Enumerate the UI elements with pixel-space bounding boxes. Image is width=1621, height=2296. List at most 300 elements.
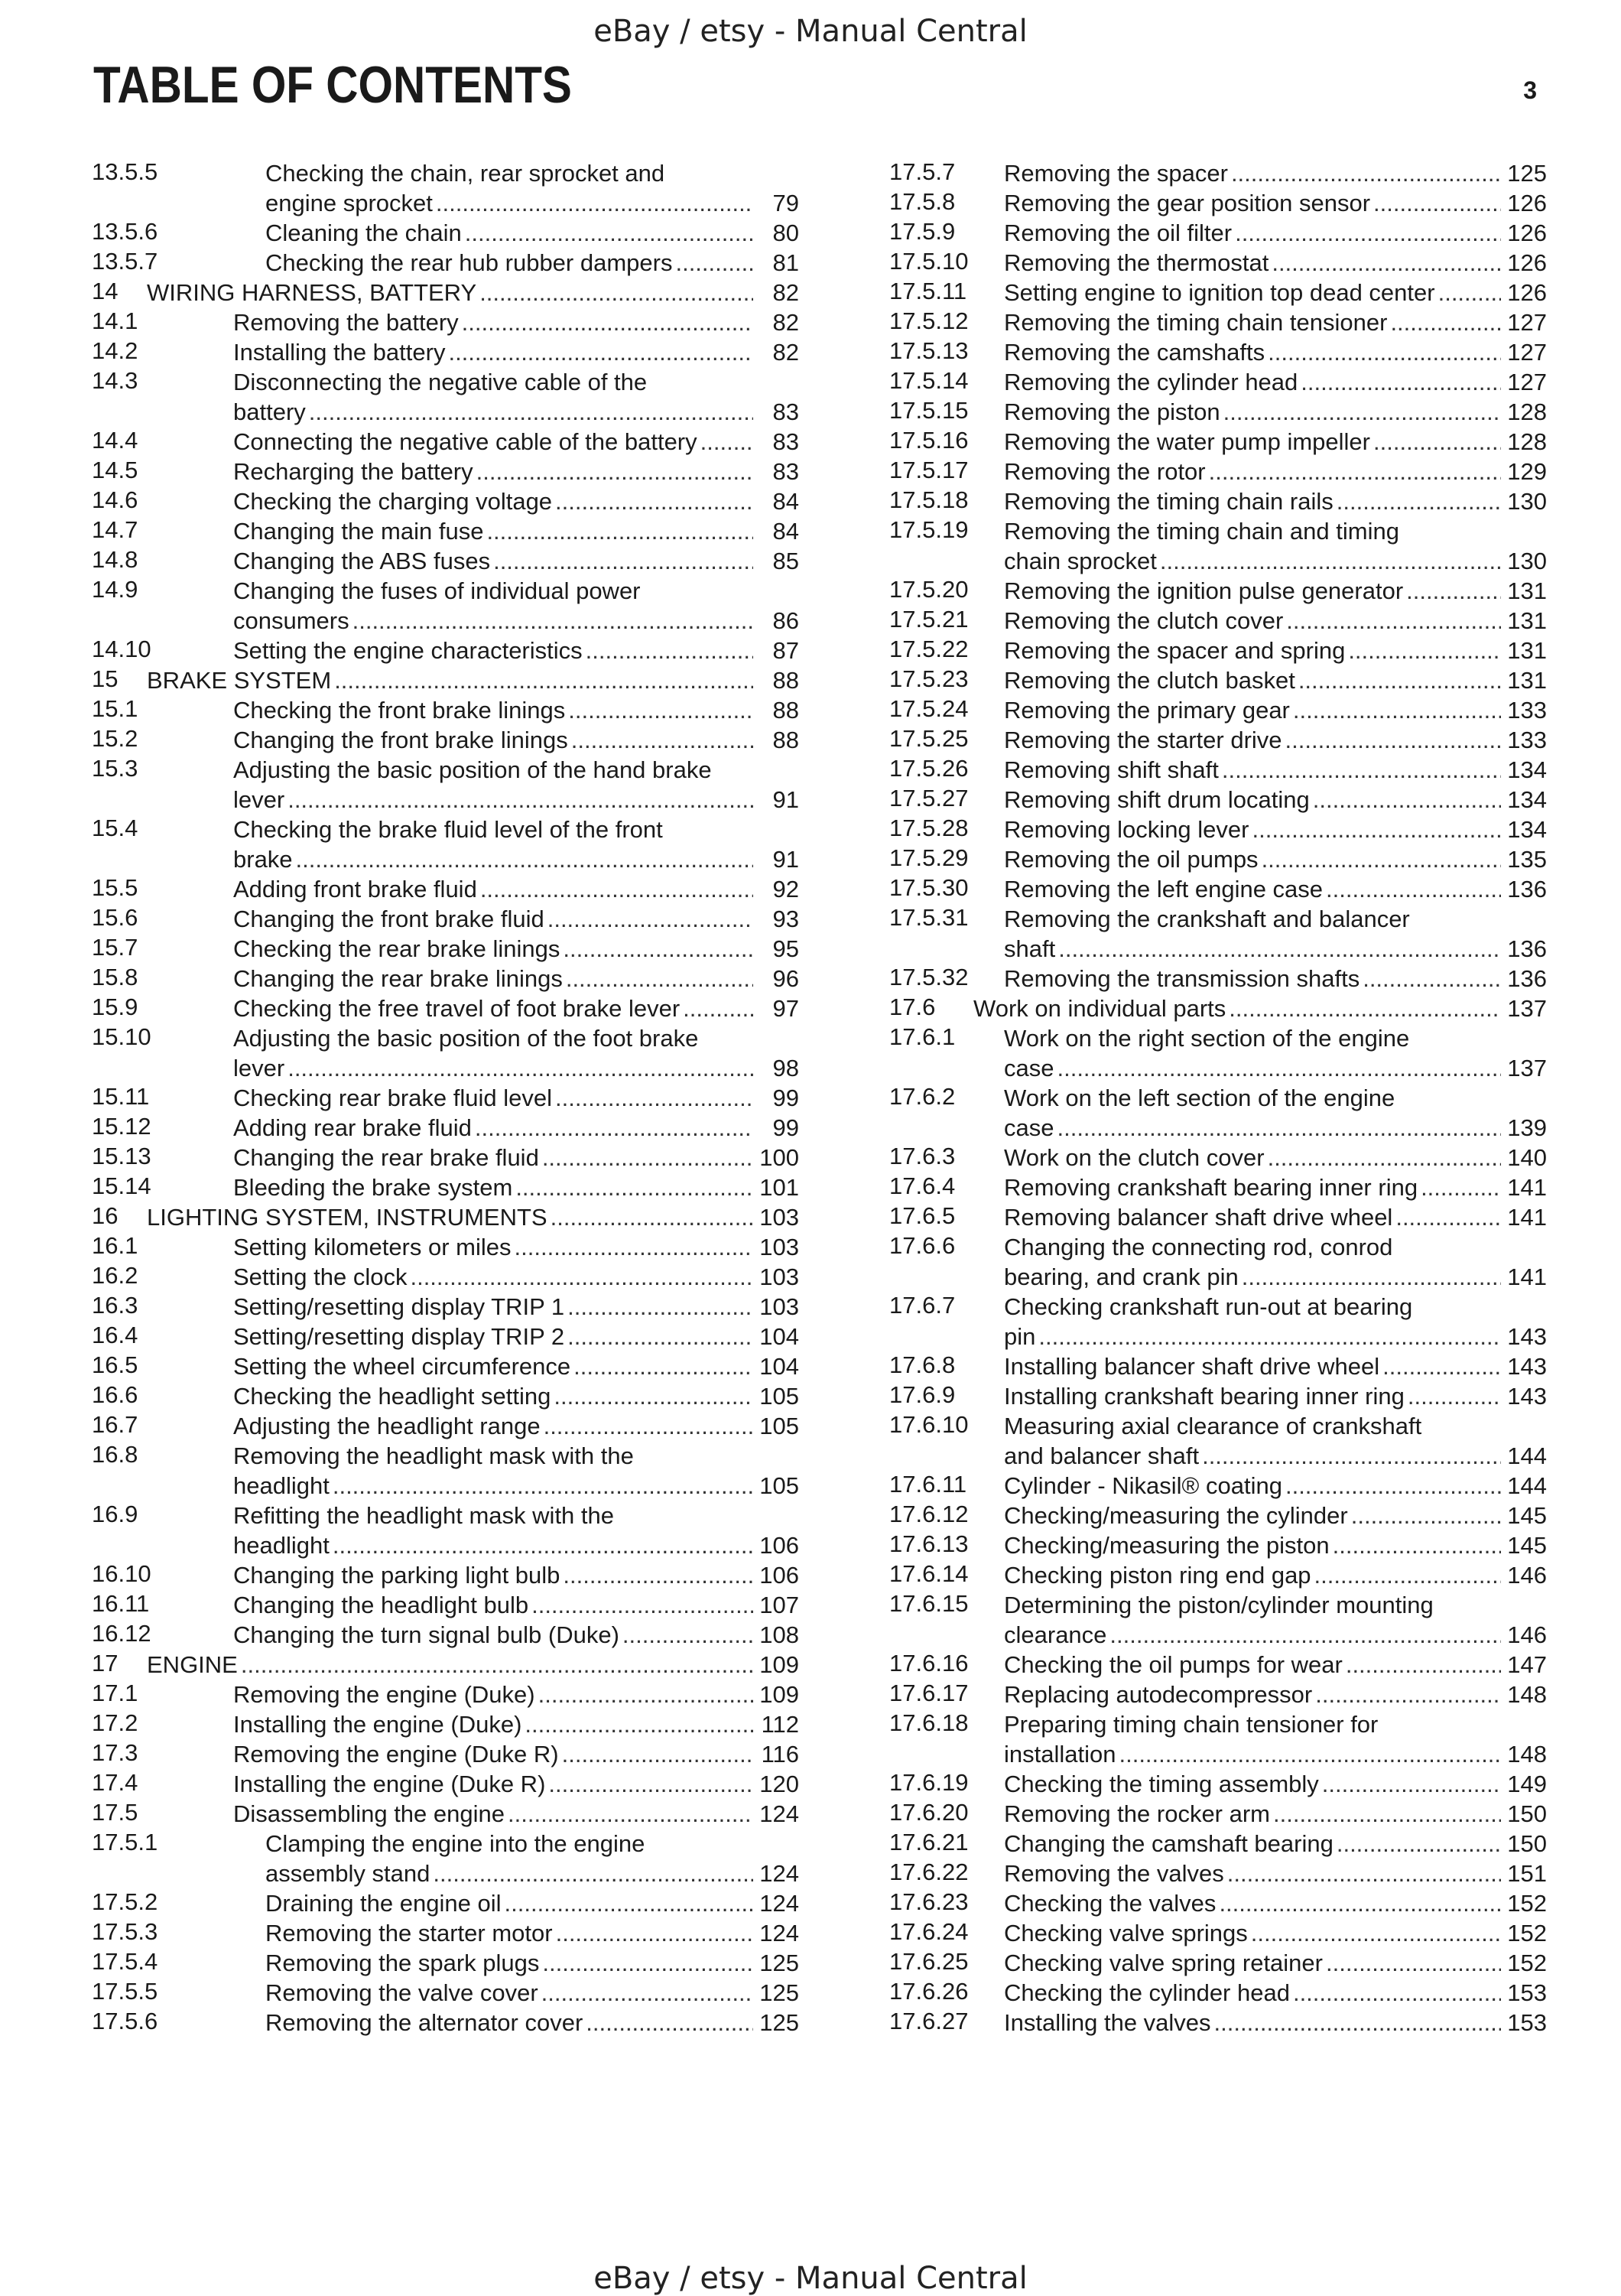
toc-entry[interactable] (92, 1620, 799, 1650)
toc-entry[interactable] (889, 1501, 1547, 1530)
toc-entry-page: 83 (772, 428, 799, 455)
dot-leader (1373, 427, 1501, 457)
toc-entry-title: installation (1004, 1741, 1116, 1768)
toc-entry[interactable] (889, 1471, 1547, 1501)
toc-entry[interactable] (92, 1411, 799, 1441)
dot-leader (1333, 1530, 1501, 1560)
toc-entry-number: 17.5.28 (889, 815, 969, 841)
toc-entry-number: 17.5.27 (889, 785, 969, 811)
toc-entry-number: 15.2 (92, 725, 138, 752)
toc-entry-number: 17.6 (889, 994, 936, 1020)
toc-entry-title: Removing the spacer and spring (1004, 637, 1346, 664)
toc-entry[interactable] (889, 1680, 1547, 1709)
toc-entry[interactable] (92, 367, 799, 427)
toc-entry-title: Removing locking lever (1004, 816, 1249, 843)
toc-entry-title: BRAKE SYSTEM (147, 667, 332, 694)
dot-leader (333, 1530, 753, 1560)
toc-entry-page: 109 (759, 1651, 799, 1678)
toc-entry-title: Checking crankshaft run-out at bearing (1004, 1293, 1413, 1320)
toc-entry[interactable] (889, 785, 1547, 815)
toc-entry[interactable] (889, 1978, 1547, 2008)
toc-entry-number: 15.6 (92, 904, 138, 931)
toc-entry[interactable] (889, 427, 1547, 457)
toc-entry[interactable] (92, 964, 799, 994)
toc-entry-title: Removing the water pump impeller (1004, 428, 1370, 455)
toc-entry-title: consumers (233, 607, 349, 634)
toc-entry-page: 107 (759, 1592, 799, 1618)
toc-entry[interactable] (889, 1560, 1547, 1590)
dot-leader (1222, 755, 1501, 785)
toc-entry-number: 17.6.3 (889, 1143, 956, 1169)
toc-entry-number: 17.6.16 (889, 1650, 969, 1676)
toc-entry-page: 130 (1507, 488, 1547, 515)
toc-entry-title: Installing the engine (Duke) (233, 1711, 522, 1738)
toc-entry[interactable] (92, 755, 799, 815)
toc-entry-number: 17.5.14 (889, 367, 969, 394)
toc-entry-title: Draining the engine oil (265, 1890, 502, 1917)
toc-entry-page: 85 (772, 548, 799, 574)
toc-entry-page: 127 (1507, 309, 1547, 336)
dot-leader (547, 904, 753, 934)
toc-entry[interactable] (92, 815, 799, 874)
toc-entry-page: 131 (1507, 577, 1547, 604)
toc-entry-title: Removing the clutch basket (1004, 667, 1295, 694)
toc-entry-page: 136 (1507, 935, 1547, 962)
toc-entry-title: Measuring axial clearance of crankshaft (1004, 1413, 1422, 1439)
toc-entry-number: 17.5.23 (889, 665, 969, 692)
toc-entry-title: Adjusting the headlight range (233, 1413, 541, 1439)
toc-entry-page: 146 (1507, 1621, 1547, 1648)
toc-entry-page: 101 (759, 1174, 799, 1201)
toc-entry-title: Determining the piston/cylinder mounting (1004, 1592, 1434, 1618)
toc-entry-page: 131 (1507, 667, 1547, 694)
toc-entry[interactable] (92, 1202, 799, 1232)
toc-entry-number: 14.9 (92, 576, 138, 603)
toc-entry[interactable] (92, 248, 799, 278)
toc-entry-page: 130 (1507, 548, 1547, 574)
toc-entry[interactable] (92, 1023, 799, 1083)
toc-entry-title: Cylinder - Nikasil® coating (1004, 1472, 1282, 1499)
dot-leader (538, 1680, 753, 1709)
toc-entry[interactable] (92, 636, 799, 665)
toc-entry-title: Removing the primary gear (1004, 697, 1290, 724)
toc-entry-title: Removing shift drum locating (1004, 786, 1310, 813)
toc-entry-title: Removing the valve cover (265, 1979, 538, 2006)
toc-right-column (889, 158, 1547, 2037)
toc-entry[interactable] (92, 1351, 799, 1381)
toc-entry-page: 140 (1507, 1144, 1547, 1171)
toc-entry[interactable] (92, 1232, 799, 1262)
toc-entry-title: Removing the crankshaft and balancer (1004, 906, 1410, 932)
toc-entry[interactable] (92, 1590, 799, 1620)
toc-entry[interactable] (92, 546, 799, 576)
toc-entry-title: Removing the left engine case (1004, 876, 1324, 902)
dot-leader (1272, 248, 1501, 278)
toc-entry-number: 17.6.1 (889, 1023, 956, 1050)
toc-entry[interactable] (889, 636, 1547, 665)
toc-entry[interactable] (889, 1859, 1547, 1888)
toc-entry-title: Installing the valves (1004, 2009, 1211, 2036)
toc-entry-title: Removing the engine (Duke R) (233, 1741, 559, 1768)
toc-entry-number: 15.14 (92, 1172, 151, 1199)
toc-entry[interactable] (92, 1709, 799, 1739)
toc-entry-page: 125 (759, 1979, 799, 2006)
dot-leader (586, 636, 753, 665)
toc-entry-page: 126 (1507, 279, 1547, 306)
toc-entry[interactable] (889, 904, 1547, 964)
toc-entry[interactable] (92, 1739, 799, 1769)
toc-entry-title: headlight (233, 1532, 330, 1559)
toc-entry-title: Removing the camshafts (1004, 339, 1265, 366)
toc-entry-number: 17.5.32 (889, 964, 969, 990)
toc-entry[interactable] (889, 397, 1547, 427)
dot-leader (544, 1411, 753, 1441)
toc-entry[interactable] (889, 1590, 1547, 1650)
toc-entry-number: 17.5.21 (889, 606, 969, 633)
dot-leader (475, 1113, 753, 1143)
toc-entry-title: Removing the timing chain rails (1004, 488, 1334, 515)
toc-entry-number: 14.3 (92, 367, 138, 394)
toc-entry-title: Removing the rocker arm (1004, 1800, 1271, 1827)
toc-entry-page: 112 (761, 1711, 799, 1738)
toc-entry-title: Removing the gear position sensor (1004, 190, 1371, 216)
toc-entry-title: Installing crankshaft bearing inner ring (1004, 1383, 1405, 1410)
toc-entry[interactable] (889, 1829, 1547, 1859)
toc-entry-title: Removing the alternator cover (265, 2009, 583, 2036)
toc-entry-title: case (1004, 1055, 1054, 1081)
dot-leader (1058, 934, 1501, 964)
dot-leader (556, 1918, 753, 1948)
toc-entry-page: 83 (772, 398, 799, 425)
toc-entry-number: 17.6.6 (889, 1232, 956, 1259)
toc-entry[interactable] (92, 2008, 799, 2037)
toc-entry[interactable] (889, 1709, 1547, 1769)
toc-entry[interactable] (92, 1501, 799, 1560)
toc-entry-page: 84 (772, 488, 799, 515)
toc-entry[interactable] (92, 576, 799, 636)
dot-leader (1160, 546, 1501, 576)
toc-entry[interactable] (889, 1172, 1547, 1202)
toc-entry-number: 17.6.11 (889, 1471, 967, 1498)
toc-entry-number: 17.5.19 (889, 516, 969, 543)
toc-entry-page: 150 (1507, 1830, 1547, 1857)
toc-entry-number: 17.5.31 (889, 904, 969, 931)
toc-entry[interactable] (92, 1829, 799, 1888)
toc-entry-page: 133 (1507, 727, 1547, 753)
toc-entry-page: 105 (759, 1413, 799, 1439)
toc-entry[interactable] (92, 874, 799, 904)
toc-entry-page: 82 (772, 279, 799, 306)
watermark-bottom: eBay / etsy - Manual Central (593, 2261, 1028, 2296)
toc-entry-number: 13.5.7 (92, 248, 158, 275)
toc-entry-page: 139 (1507, 1114, 1547, 1141)
toc-entry-page: 134 (1507, 816, 1547, 843)
dot-leader (1252, 815, 1501, 844)
toc-entry-number: 17.6.23 (889, 1888, 969, 1915)
toc-entry[interactable] (92, 1769, 799, 1799)
toc-entry[interactable] (889, 1232, 1547, 1292)
toc-entry[interactable] (889, 1769, 1547, 1799)
toc-entry[interactable] (92, 427, 799, 457)
toc-entry[interactable] (889, 1948, 1547, 1978)
toc-entry-number: 17.5.30 (889, 874, 969, 901)
toc-entry-page: 144 (1507, 1472, 1547, 1499)
toc-entry[interactable] (92, 337, 799, 367)
toc-entry[interactable] (92, 1143, 799, 1172)
dot-leader (1273, 1799, 1501, 1829)
toc-entry-number: 15.10 (92, 1023, 151, 1050)
toc-entry-page: 153 (1507, 1979, 1547, 2006)
dot-leader (508, 1799, 753, 1829)
toc-entry-page: 99 (772, 1085, 799, 1111)
toc-entry-title: Disassembling the engine (233, 1800, 505, 1827)
toc-entry-title: Work on the right section of the engine (1004, 1025, 1410, 1052)
dot-leader (568, 695, 753, 725)
toc-entry[interactable] (889, 367, 1547, 397)
toc-entry[interactable] (92, 665, 799, 695)
toc-entry[interactable] (92, 1292, 799, 1322)
dot-leader (1373, 188, 1501, 218)
toc-entry[interactable] (889, 1799, 1547, 1829)
toc-entry[interactable] (889, 307, 1547, 337)
toc-entry-number: 17.6.4 (889, 1172, 956, 1199)
toc-entry[interactable] (889, 486, 1547, 516)
toc-entry-page: 108 (759, 1621, 799, 1648)
toc-entry-title: Checking the chain, rear sprocket and (265, 160, 665, 187)
toc-entry-number: 14.10 (92, 636, 151, 662)
toc-entry-page: 88 (772, 667, 799, 694)
toc-entry-title: Recharging the battery (233, 458, 473, 485)
toc-entry-title: Checking valve springs (1004, 1920, 1248, 1946)
dot-leader (622, 1620, 753, 1650)
toc-entry-title: Checking the front brake linings (233, 697, 566, 724)
toc-entry[interactable] (889, 665, 1547, 695)
toc-entry[interactable] (92, 516, 799, 546)
toc-entry[interactable] (889, 218, 1547, 248)
toc-entry-title: Removing the starter drive (1004, 727, 1282, 753)
toc-entry-page: 144 (1507, 1442, 1547, 1469)
toc-entry[interactable] (92, 1680, 799, 1709)
toc-left-column (92, 158, 799, 2037)
toc-entry-title: Checking the cylinder head (1004, 1979, 1290, 2006)
toc-entry[interactable] (889, 1202, 1547, 1232)
toc-entry-title: Setting the clock (233, 1263, 408, 1290)
toc-entry-page: 96 (772, 965, 799, 992)
toc-entry-title: Removing shift shaft (1004, 756, 1219, 783)
dot-leader (334, 665, 753, 695)
toc-entry-title: lever (233, 1055, 285, 1081)
dot-leader (563, 1560, 753, 1590)
toc-entry[interactable] (92, 994, 799, 1023)
toc-entry[interactable] (92, 1918, 799, 1948)
page-title: TABLE OF CONTENTS (93, 56, 572, 114)
toc-entry[interactable] (889, 457, 1547, 486)
toc-entry[interactable] (92, 904, 799, 934)
toc-entry[interactable] (92, 725, 799, 755)
toc-entry[interactable] (92, 1560, 799, 1590)
toc-entry-title: Removing crankshaft bearing inner ring (1004, 1174, 1418, 1201)
toc-entry-title: Installing the battery (233, 339, 446, 366)
toc-entry-number: 17.6.13 (889, 1530, 969, 1557)
dot-leader (1363, 964, 1501, 994)
toc-entry-number: 16 (92, 1202, 119, 1229)
toc-entry-page: 141 (1507, 1204, 1547, 1231)
toc-entry[interactable] (889, 576, 1547, 606)
dot-leader (1301, 367, 1501, 397)
dot-leader (1322, 1769, 1501, 1799)
toc-entry-title: Installing balancer shaft drive wheel (1004, 1353, 1380, 1380)
toc-entry-page: 103 (759, 1263, 799, 1290)
toc-entry[interactable] (889, 725, 1547, 755)
toc-entry-page: 127 (1507, 339, 1547, 366)
toc-entry[interactable] (92, 278, 799, 307)
toc-entry-page: 124 (759, 1920, 799, 1946)
toc-entry[interactable] (889, 1530, 1547, 1560)
toc-entry-title: Changing the rear brake linings (233, 965, 563, 992)
dot-leader (1390, 307, 1501, 337)
dot-leader (548, 1769, 753, 1799)
toc-entry-title: Checking the timing assembly (1004, 1771, 1319, 1797)
toc-entry-page: 92 (772, 876, 799, 902)
toc-entry[interactable] (92, 158, 799, 218)
dot-leader (309, 397, 753, 427)
toc-entry[interactable] (889, 2008, 1547, 2037)
toc-entry[interactable] (92, 1650, 799, 1680)
toc-entry-page: 104 (759, 1353, 799, 1380)
toc-entry-title: Setting the wheel circumference (233, 1353, 571, 1380)
toc-entry-title: Work on the clutch cover (1004, 1144, 1265, 1171)
toc-entry[interactable] (889, 188, 1547, 218)
toc-entry-number: 17.6.9 (889, 1381, 956, 1408)
toc-entry-page: 151 (1507, 1860, 1547, 1887)
toc-entry[interactable] (889, 844, 1547, 874)
toc-entry-title: Cleaning the chain (265, 220, 462, 246)
toc-entry-number: 15.13 (92, 1143, 151, 1169)
dot-leader (562, 1739, 753, 1769)
toc-entry[interactable] (889, 516, 1547, 576)
toc-entry[interactable] (92, 307, 799, 337)
toc-entry[interactable] (92, 1262, 799, 1292)
toc-entry-title: LIGHTING SYSTEM, INSTRUMENTS (147, 1204, 547, 1231)
toc-entry[interactable] (889, 695, 1547, 725)
toc-entry[interactable] (889, 1411, 1547, 1471)
toc-entry-title: Changing the camshaft bearing (1004, 1830, 1334, 1857)
dot-leader (296, 844, 753, 874)
toc-entry-title: Checking the free travel of foot brake lever (233, 995, 681, 1022)
toc-entry[interactable] (889, 278, 1547, 307)
dot-leader (476, 457, 753, 486)
toc-entry[interactable] (92, 1322, 799, 1351)
toc-entry-title: engine sprocket (265, 190, 433, 216)
toc-entry[interactable] (889, 1083, 1547, 1143)
toc-entry-page: 120 (759, 1771, 799, 1797)
toc-entry[interactable] (889, 755, 1547, 785)
toc-entry[interactable] (92, 486, 799, 516)
toc-entry[interactable] (889, 158, 1547, 188)
toc-entry[interactable] (889, 1650, 1547, 1680)
toc-entry-title: Disconnecting the negative cable of the (233, 369, 648, 395)
toc-entry-page: 103 (759, 1234, 799, 1260)
toc-entry[interactable] (889, 337, 1547, 367)
toc-entry[interactable] (889, 874, 1547, 904)
dot-leader (1293, 1978, 1501, 2008)
toc-entry[interactable] (92, 1381, 799, 1411)
toc-entry[interactable] (92, 1172, 799, 1202)
toc-entry-title: Setting/resetting display TRIP 1 (233, 1293, 565, 1320)
toc-entry[interactable] (889, 248, 1547, 278)
toc-entry[interactable] (889, 606, 1547, 636)
dot-leader (541, 1978, 753, 2008)
toc-entry[interactable] (889, 1888, 1547, 1918)
toc-entry-title: pin (1004, 1323, 1036, 1350)
toc-entry[interactable] (889, 1023, 1547, 1083)
toc-entry[interactable] (889, 1918, 1547, 1948)
toc-entry-page: 125 (759, 2009, 799, 2036)
toc-entry-title: Removing the engine (Duke) (233, 1681, 535, 1708)
toc-entry-number: 17.5.7 (889, 158, 956, 185)
toc-entry-number: 14.6 (92, 486, 138, 513)
toc-entry-page: 137 (1507, 1055, 1547, 1081)
toc-entry-title: Checking/measuring the piston (1004, 1532, 1330, 1559)
toc-entry-page: 106 (759, 1562, 799, 1589)
toc-entry-number: 17.6.2 (889, 1083, 956, 1110)
toc-entry-page: 131 (1507, 637, 1547, 664)
toc-entry-number: 15 (92, 665, 119, 692)
toc-entry-number: 17.6.7 (889, 1292, 956, 1319)
toc-entry-number: 16.7 (92, 1411, 138, 1438)
toc-entry[interactable] (92, 934, 799, 964)
toc-entry[interactable] (92, 1888, 799, 1918)
toc-entry-number: 17.6.14 (889, 1560, 969, 1587)
toc-entry[interactable] (92, 1948, 799, 1978)
toc-entry[interactable] (889, 1351, 1547, 1381)
toc-entry[interactable] (92, 218, 799, 248)
toc-entry[interactable] (92, 1113, 799, 1143)
toc-entry-page: 124 (759, 1800, 799, 1827)
toc-entry[interactable] (889, 1143, 1547, 1172)
toc-entry[interactable] (92, 1799, 799, 1829)
toc-entry-number: 13.5.6 (92, 218, 158, 245)
toc-entry[interactable] (889, 1292, 1547, 1351)
dot-leader (555, 1083, 753, 1113)
toc-entry-title: Removing the starter motor (265, 1920, 553, 1946)
toc-entry-title: battery (233, 398, 306, 425)
toc-entry[interactable] (92, 1083, 799, 1113)
dot-leader (480, 874, 753, 904)
dot-leader (1395, 1202, 1501, 1232)
toc-entry[interactable] (92, 695, 799, 725)
toc-entry[interactable] (889, 964, 1547, 994)
toc-entry-number: 17.5.13 (889, 337, 969, 364)
toc-entry-title: Adding rear brake fluid (233, 1114, 472, 1141)
toc-entry-page: 97 (772, 995, 799, 1022)
toc-entry-number: 16.10 (92, 1560, 151, 1587)
toc-entry-title: Checking the brake fluid level of the front (233, 816, 663, 843)
toc-entry-number: 17.5.22 (889, 636, 969, 662)
toc-entry[interactable] (889, 1381, 1547, 1411)
toc-entry-number: 17.6.21 (889, 1829, 969, 1855)
toc-entry-page: 135 (1507, 846, 1547, 873)
toc-entry[interactable] (92, 1978, 799, 2008)
dot-leader (462, 307, 753, 337)
toc-entry[interactable] (92, 457, 799, 486)
dot-leader (1227, 1859, 1501, 1888)
dot-leader (554, 1381, 753, 1411)
toc-entry[interactable] (889, 994, 1547, 1023)
toc-entry[interactable] (92, 1441, 799, 1501)
toc-entry[interactable] (889, 815, 1547, 844)
toc-entry-title: Work on the left section of the engine (1004, 1085, 1395, 1111)
